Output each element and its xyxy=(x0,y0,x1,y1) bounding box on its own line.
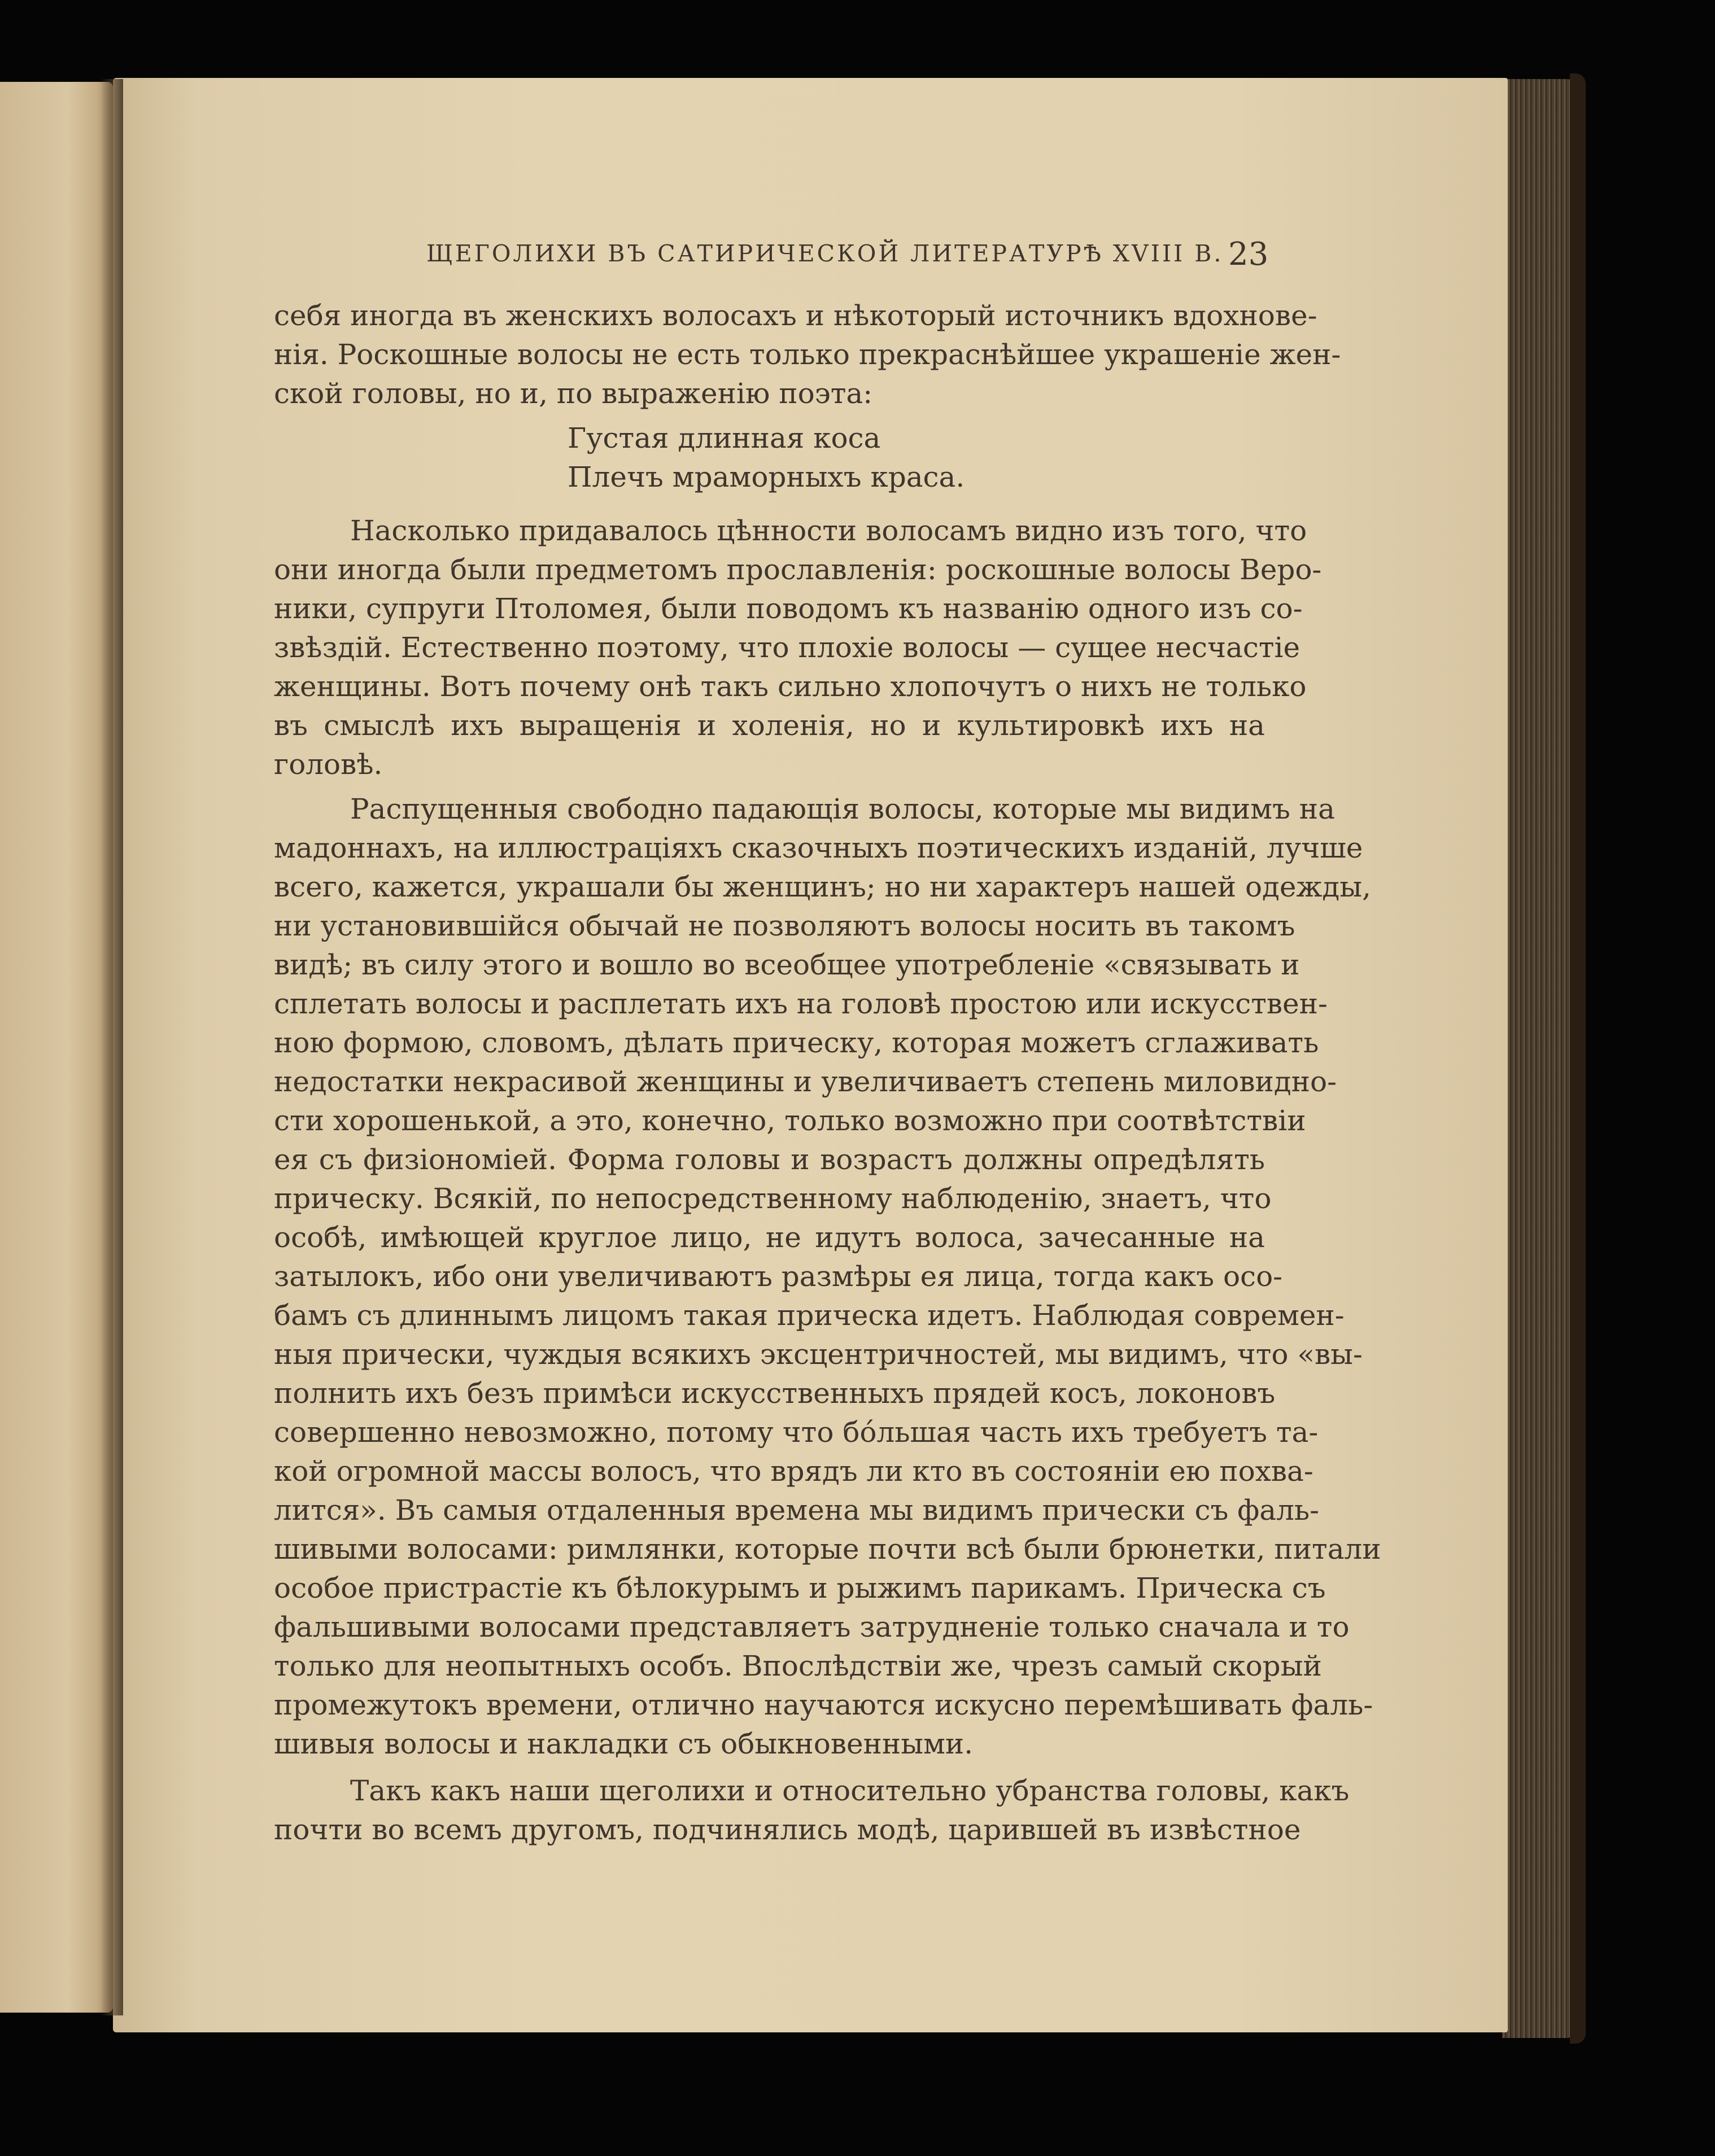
text-line: ской головы, но и, по выраженію поэта: xyxy=(274,377,873,410)
text-line: полнить ихъ безъ примѣси искусственныхъ прядей косъ, локоновъ xyxy=(274,1377,1276,1410)
left-page-edge xyxy=(0,82,113,2013)
text-line: шивыя волосы и накладки съ обыкновенными. xyxy=(274,1728,974,1760)
text-line: всего, кажется, украшали бы женщинъ; но ни характеръ нашей одежды, xyxy=(274,871,1371,903)
text-line: видѣ; въ силу этого и вошло во всеобщее употребленіе «связывать и xyxy=(274,948,1300,981)
page-number: 23 xyxy=(1228,236,1269,273)
text-line: кой огромной массы волосъ, что врядъ ли кто въ состояніи ею похва- xyxy=(274,1455,1313,1488)
book-gutter xyxy=(101,79,123,2015)
verse-line: Густая длинная коса xyxy=(568,422,881,454)
text-line: звѣздій. Естественно поэтому, что плохіе волосы — сущее несчастіе xyxy=(274,631,1301,664)
text-line: шивыми волосами: римлянки, которые почти всѣ были брюнетки, питали xyxy=(274,1533,1381,1565)
body-text xyxy=(274,296,1381,1849)
text-line: промежутокъ времени, отлично научаются искусно перемѣшивать фаль- xyxy=(274,1689,1373,1721)
text-line: сплетать волосы и расплетать ихъ на головѣ простою или искусствен- xyxy=(274,987,1328,1020)
text-line: Распущенныя свободно падающія волосы, которые мы видимъ на xyxy=(350,793,1335,825)
text-line: мадоннахъ, на иллюстраціяхъ сказочныхъ поэтическихъ изданій, лучше xyxy=(274,832,1363,864)
text-line: совершенно невозможно, потому что бо́льшая часть ихъ требуетъ та- xyxy=(274,1416,1319,1449)
text-line: бамъ съ длиннымъ лицомъ такая прическа идетъ. Наблюдая современ- xyxy=(274,1299,1345,1332)
text-line: ныя прически, чуждыя всякихъ эксцентричностей, мы видимъ, что «вы- xyxy=(274,1338,1363,1371)
text-line: женщины. Вотъ почему онѣ такъ сильно хлопочутъ о нихъ не только xyxy=(274,670,1307,703)
book-cover-edge xyxy=(1570,73,1586,2044)
text-line: Насколько придавалось цѣнности волосамъ видно изъ того, что xyxy=(350,514,1307,547)
spacer xyxy=(274,413,1265,419)
text-line: ники, супруги Птоломея, были поводомъ къ названію одного изъ со- xyxy=(274,592,1303,625)
text-line: сти хорошенькой, а это, конечно, только возможно при соотвѣтствіи xyxy=(274,1104,1306,1137)
text-line: только для неопытныхъ особъ. Впослѣдствіи же, чрезъ самый скорый xyxy=(274,1650,1322,1682)
text-line: затылокъ, ибо они увеличиваютъ размѣры ея лица, тогда какъ осо- xyxy=(274,1260,1283,1293)
text-line: недостатки некрасивой женщины и увеличиваетъ степень миловидно- xyxy=(274,1065,1337,1098)
spacer xyxy=(274,1764,1265,1772)
text-line: ни установившійся обычай не позволяютъ волосы носить въ такомъ xyxy=(274,909,1295,942)
verse-line: Плечъ мраморныхъ краса. xyxy=(568,461,965,493)
spacer xyxy=(274,784,1265,790)
text-line: лится». Въ самыя отдаленныя времена мы видимъ прически съ фаль- xyxy=(274,1494,1319,1527)
text-line: они иногда были предметомъ прославленія: роскошные волосы Веро- xyxy=(274,553,1322,586)
text-line: фальшивыми волосами представляетъ затрудненіе только сначала и то xyxy=(274,1611,1350,1643)
text-line: ея съ физіономіей. Форма головы и возрастъ должны опредѣлять xyxy=(274,1143,1265,1176)
text-line: ною формою, словомъ, дѣлать прическу, которая можетъ сглаживать xyxy=(274,1026,1319,1059)
text-line: почти во всемъ другомъ, подчинялись модѣ, царившей въ извѣстное xyxy=(274,1813,1301,1846)
text-line: особѣ, имѣющей круглое лицо, не идутъ волоса, зачесанные на xyxy=(274,1221,1265,1254)
running-header: ЩЕГОЛИХИ ВЪ САТИРИЧЕСКОЙ ЛИТЕРАТУРѢ XVIII В. xyxy=(426,240,1224,267)
text-line: головѣ. xyxy=(274,748,383,781)
text-line: прическу. Всякій, по непосредственному наблюденію, знаетъ, что xyxy=(274,1182,1272,1215)
text-line: въ смыслѣ ихъ выращенія и холенія, но и культировкѣ ихъ на xyxy=(274,709,1265,742)
text-line: себя иногда въ женскихъ волосахъ и нѣкоторый источникъ вдохнове- xyxy=(274,299,1317,332)
text-line: Такъ какъ наши щеголихи и относительно убранства головы, какъ xyxy=(350,1774,1350,1807)
text-line: нія. Роскошные волосы не есть только прекраснѣйшее украшеніе жен- xyxy=(274,338,1341,371)
spacer xyxy=(274,497,1265,511)
page-stack-edges xyxy=(1502,79,1581,2038)
text-line: особое пристрастіе къ бѣлокурымъ и рыжимъ парикамъ. Прическа съ xyxy=(274,1572,1326,1604)
